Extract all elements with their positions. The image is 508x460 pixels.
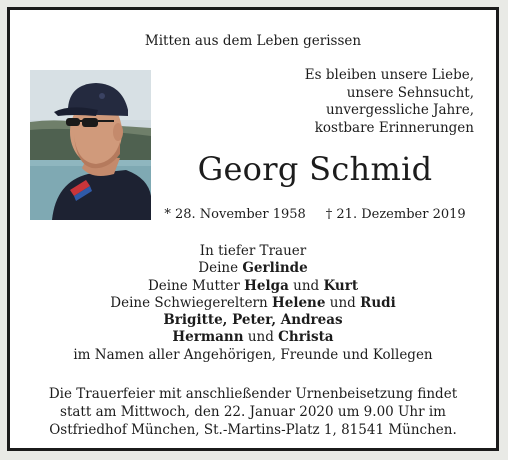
mourner-conjunction: und <box>288 277 324 294</box>
portrait-photo <box>30 70 151 220</box>
funeral-line: statt am Mittwoch, den 22. Januar 2020 um 9.00 Uhr im <box>60 404 446 420</box>
life-dates <box>160 207 470 223</box>
mourner-line <box>10 260 496 277</box>
mourner-line <box>10 329 496 346</box>
mourner-conjunction: und <box>243 329 279 346</box>
mourner-line <box>10 295 496 312</box>
mourner-line <box>10 312 496 329</box>
memorial-quote <box>305 67 474 137</box>
mourner-prefix: Deine Schwiegereltern <box>110 294 272 311</box>
deceased-name: Georg Schmid <box>197 150 433 188</box>
quote-line: unvergessliche Jahre, <box>325 102 474 118</box>
quote-line: kostbare Erinnerungen <box>314 119 474 136</box>
mourner-name: Helene <box>272 294 326 311</box>
mourner-name: Christa <box>278 329 334 346</box>
mourner-name: Brigitte, Peter, Andreas <box>163 312 343 329</box>
funeral-line: Die Trauerfeier mit anschließender Urnenbeisetzung findet <box>48 386 458 402</box>
mourner-line <box>10 278 496 295</box>
funeral-line: Ostfriedhof München, St.-Martins-Platz 1, 81541 München. <box>49 422 457 438</box>
mourner-name: Helga <box>244 277 289 294</box>
mourner-name: Rudi <box>360 294 396 311</box>
mourner-prefix: Deine Mutter <box>147 277 245 294</box>
mourner-prefix: Deine <box>198 260 243 277</box>
mourners-list <box>10 243 496 364</box>
mourner-conjunction: und <box>325 294 361 311</box>
motto-text: Mitten aus dem Leben gerissen <box>144 33 362 49</box>
mourning-intro: In tiefer Trauer <box>199 243 307 259</box>
birth-date: * 28. November 1958 <box>164 207 306 222</box>
obituary-notice <box>7 7 499 451</box>
quote-line: Es bleiben unsere Liebe, <box>304 67 474 83</box>
mourning-outro: im Namen aller Angehörigen, Freunde und Kollegen <box>73 346 433 363</box>
death-date: † 21. Dezember 2019 <box>325 207 466 222</box>
mourner-name: Gerlinde <box>242 260 308 277</box>
mourner-name: Hermann <box>172 329 244 346</box>
quote-line: unsere Sehnsucht, <box>346 84 474 101</box>
mourner-name: Kurt <box>323 277 359 294</box>
funeral-details <box>10 385 496 439</box>
